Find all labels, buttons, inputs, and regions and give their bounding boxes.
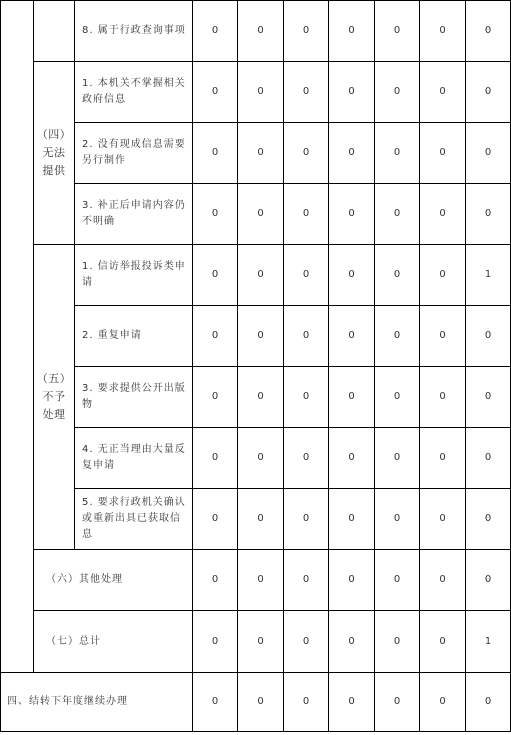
value-cell: 0 bbox=[375, 489, 420, 550]
value-cell: 1 bbox=[466, 245, 511, 306]
value-cell: 0 bbox=[420, 306, 466, 367]
value-cell: 0 bbox=[466, 367, 511, 428]
value-cell: 0 bbox=[375, 550, 420, 611]
value-cell: 0 bbox=[329, 673, 375, 732]
value-cell: 1 bbox=[466, 611, 511, 673]
value-cell: 0 bbox=[375, 123, 420, 184]
value-cell: 0 bbox=[238, 62, 284, 123]
row-label: 1. 信访举报投诉类申请 bbox=[75, 245, 193, 306]
value-cell: 0 bbox=[329, 489, 375, 550]
value-cell: 0 bbox=[193, 367, 238, 428]
value-cell: 0 bbox=[420, 673, 466, 732]
value-cell: 0 bbox=[284, 611, 329, 673]
category-label: （四） bbox=[36, 128, 72, 141]
value-cell: 0 bbox=[375, 184, 420, 245]
row-label: （六）其他处理 bbox=[34, 550, 193, 611]
value-cell: 0 bbox=[238, 184, 284, 245]
value-cell: 0 bbox=[284, 550, 329, 611]
category-cell-5 bbox=[34, 245, 75, 550]
value-cell: 0 bbox=[420, 245, 466, 306]
value-cell: 0 bbox=[420, 1, 466, 62]
category-label: （五） bbox=[36, 372, 72, 385]
row-label: 3. 补正后申请内容仍不明确 bbox=[75, 184, 193, 245]
value-cell: 0 bbox=[193, 184, 238, 245]
value-cell: 0 bbox=[193, 245, 238, 306]
value-cell: 0 bbox=[238, 489, 284, 550]
value-cell: 0 bbox=[420, 62, 466, 123]
value-cell: 0 bbox=[238, 428, 284, 489]
value-cell: 0 bbox=[329, 123, 375, 184]
category-cell-4 bbox=[34, 62, 75, 245]
value-cell: 0 bbox=[329, 550, 375, 611]
value-cell: 0 bbox=[238, 367, 284, 428]
table-row bbox=[1, 245, 511, 306]
value-cell: 0 bbox=[193, 673, 238, 732]
value-cell: 0 bbox=[375, 611, 420, 673]
table-row bbox=[1, 123, 511, 184]
value-cell: 0 bbox=[193, 62, 238, 123]
category-label: 处理 bbox=[42, 408, 66, 421]
row-label: 3. 要求提供公开出版物 bbox=[75, 367, 193, 428]
value-cell: 0 bbox=[420, 123, 466, 184]
value-cell: 0 bbox=[284, 245, 329, 306]
value-cell: 0 bbox=[329, 184, 375, 245]
row-label: 2. 重复申请 bbox=[75, 306, 193, 367]
row-label: 2. 没有现成信息需要另行制作 bbox=[75, 123, 193, 184]
category-label: 提供 bbox=[42, 164, 66, 177]
value-cell: 0 bbox=[420, 367, 466, 428]
value-cell: 0 bbox=[238, 245, 284, 306]
value-cell: 0 bbox=[329, 1, 375, 62]
table-row bbox=[1, 428, 511, 489]
table-row bbox=[1, 62, 511, 123]
table-row bbox=[1, 489, 511, 550]
row-label: 4. 无正当理由大量反复申请 bbox=[75, 428, 193, 489]
value-cell: 0 bbox=[466, 62, 511, 123]
value-cell: 0 bbox=[420, 550, 466, 611]
row-label: 四、结转下年度继续办理 bbox=[1, 673, 193, 732]
value-cell: 0 bbox=[193, 550, 238, 611]
value-cell: 0 bbox=[238, 550, 284, 611]
table-row bbox=[1, 367, 511, 428]
value-cell: 0 bbox=[329, 62, 375, 123]
row-label: 5. 要求行政机关确认或重新出具已获取信息 bbox=[75, 489, 193, 550]
table-row bbox=[1, 1, 511, 62]
value-cell: 0 bbox=[238, 611, 284, 673]
value-cell: 0 bbox=[284, 123, 329, 184]
value-cell: 0 bbox=[284, 184, 329, 245]
table-row bbox=[1, 306, 511, 367]
value-cell: 0 bbox=[193, 1, 238, 62]
value-cell: 0 bbox=[466, 428, 511, 489]
value-cell: 0 bbox=[329, 306, 375, 367]
value-cell: 0 bbox=[284, 428, 329, 489]
value-cell: 0 bbox=[329, 245, 375, 306]
row-label: 1. 本机关不掌握相关政府信息 bbox=[75, 62, 193, 123]
row-label: （七）总计 bbox=[34, 611, 193, 673]
value-cell: 0 bbox=[466, 306, 511, 367]
value-cell: 0 bbox=[375, 1, 420, 62]
value-cell: 0 bbox=[284, 673, 329, 732]
value-cell: 0 bbox=[284, 306, 329, 367]
value-cell: 0 bbox=[466, 550, 511, 611]
value-cell: 0 bbox=[238, 306, 284, 367]
table-row bbox=[1, 611, 511, 673]
category-label: 不予 bbox=[42, 390, 66, 403]
value-cell: 0 bbox=[466, 489, 511, 550]
value-cell: 0 bbox=[329, 367, 375, 428]
table-row bbox=[1, 184, 511, 245]
value-cell: 0 bbox=[420, 428, 466, 489]
outer-group-cell bbox=[1, 1, 34, 673]
value-cell: 0 bbox=[375, 673, 420, 732]
value-cell: 0 bbox=[466, 673, 511, 732]
value-cell: 0 bbox=[284, 489, 329, 550]
table-row bbox=[1, 673, 511, 732]
value-cell: 0 bbox=[420, 184, 466, 245]
value-cell: 0 bbox=[193, 306, 238, 367]
value-cell: 0 bbox=[193, 489, 238, 550]
value-cell: 0 bbox=[193, 123, 238, 184]
value-cell: 0 bbox=[284, 1, 329, 62]
table-row bbox=[1, 550, 511, 611]
value-cell: 0 bbox=[238, 673, 284, 732]
value-cell: 0 bbox=[375, 62, 420, 123]
value-cell: 0 bbox=[329, 428, 375, 489]
value-cell: 0 bbox=[193, 428, 238, 489]
value-cell: 0 bbox=[375, 367, 420, 428]
category-label: 无法 bbox=[42, 146, 66, 159]
value-cell: 0 bbox=[329, 611, 375, 673]
row-label: 8. 属于行政查询事项 bbox=[75, 1, 193, 62]
value-cell: 0 bbox=[238, 1, 284, 62]
value-cell: 0 bbox=[375, 245, 420, 306]
value-cell: 0 bbox=[284, 367, 329, 428]
value-cell: 0 bbox=[466, 1, 511, 62]
value-cell: 0 bbox=[193, 611, 238, 673]
value-cell: 0 bbox=[375, 306, 420, 367]
value-cell: 0 bbox=[420, 489, 466, 550]
category-cell-empty bbox=[34, 1, 75, 62]
value-cell: 0 bbox=[284, 62, 329, 123]
value-cell: 0 bbox=[375, 428, 420, 489]
value-cell: 0 bbox=[420, 611, 466, 673]
value-cell: 0 bbox=[238, 123, 284, 184]
value-cell: 0 bbox=[466, 123, 511, 184]
value-cell: 0 bbox=[466, 184, 511, 245]
